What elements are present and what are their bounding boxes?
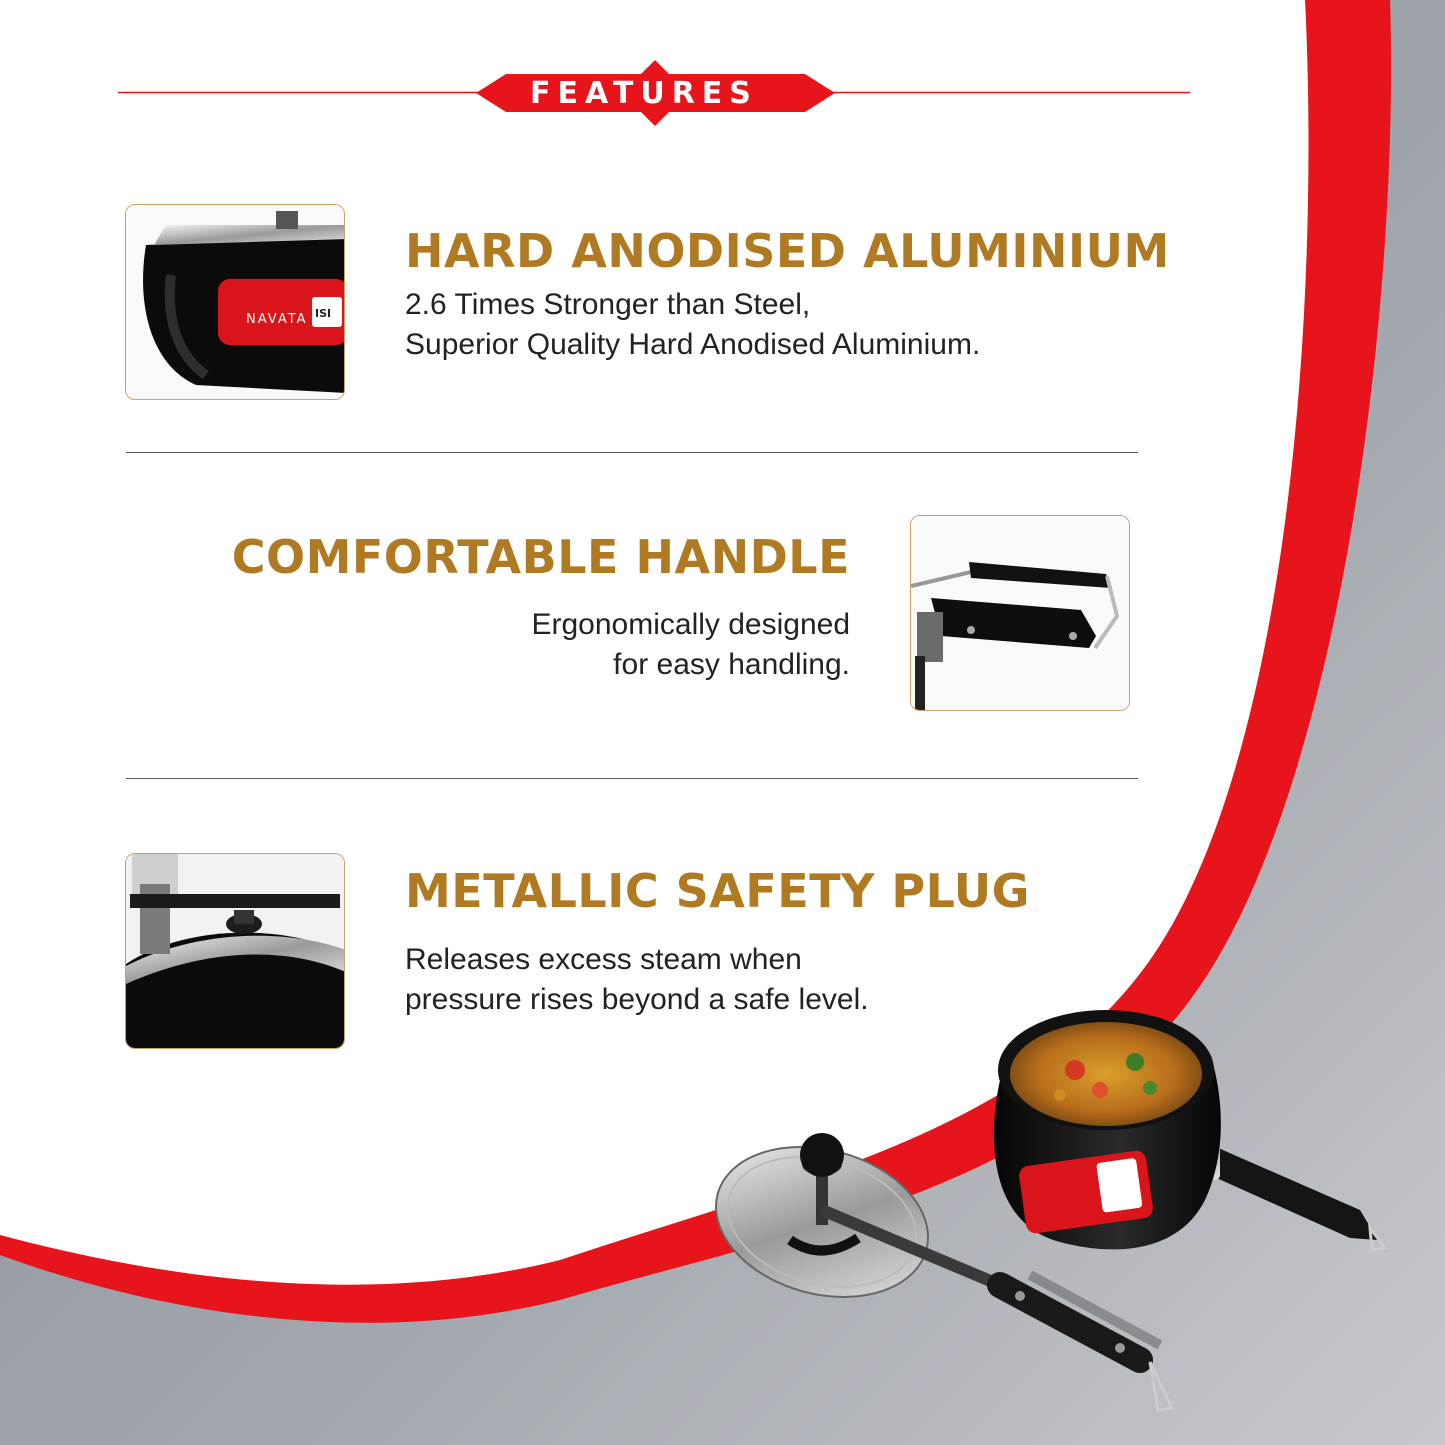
feature-desc-safety-plug-line1: Releases excess steam when bbox=[405, 943, 802, 976]
anodised-aluminium-thumbnail bbox=[125, 204, 345, 400]
safety-plug-thumbnail bbox=[125, 853, 345, 1049]
handle-thumbnail bbox=[910, 515, 1130, 711]
handle-closeup-image bbox=[911, 516, 1130, 711]
feature-desc-handle-line2: for easy handling. bbox=[613, 648, 850, 681]
cooker-closeup-image bbox=[126, 205, 345, 400]
feature-title-safety-plug: METALLIC SAFETY PLUG bbox=[405, 864, 1030, 918]
features-banner-label: FEATURES bbox=[530, 76, 758, 111]
feature-desc-anodised-line1: 2.6 Times Stronger than Steel, bbox=[405, 288, 811, 321]
svg-text:ISI: ISI bbox=[315, 307, 332, 320]
feature-desc-handle-line1: Ergonomically designed bbox=[531, 608, 850, 641]
feature-title-handle: COMFORTABLE HANDLE bbox=[231, 530, 850, 584]
feature-title-anodised: HARD ANODISED ALUMINIUM bbox=[405, 224, 1170, 278]
feature-desc-anodised-line2: Superior Quality Hard Anodised Aluminium. bbox=[405, 328, 981, 361]
safety-plug-closeup-image bbox=[126, 854, 345, 1049]
feature-desc-safety-plug-line2: pressure rises beyond a safe level. bbox=[405, 983, 869, 1016]
navata-label-text: NAVATA bbox=[246, 312, 308, 327]
